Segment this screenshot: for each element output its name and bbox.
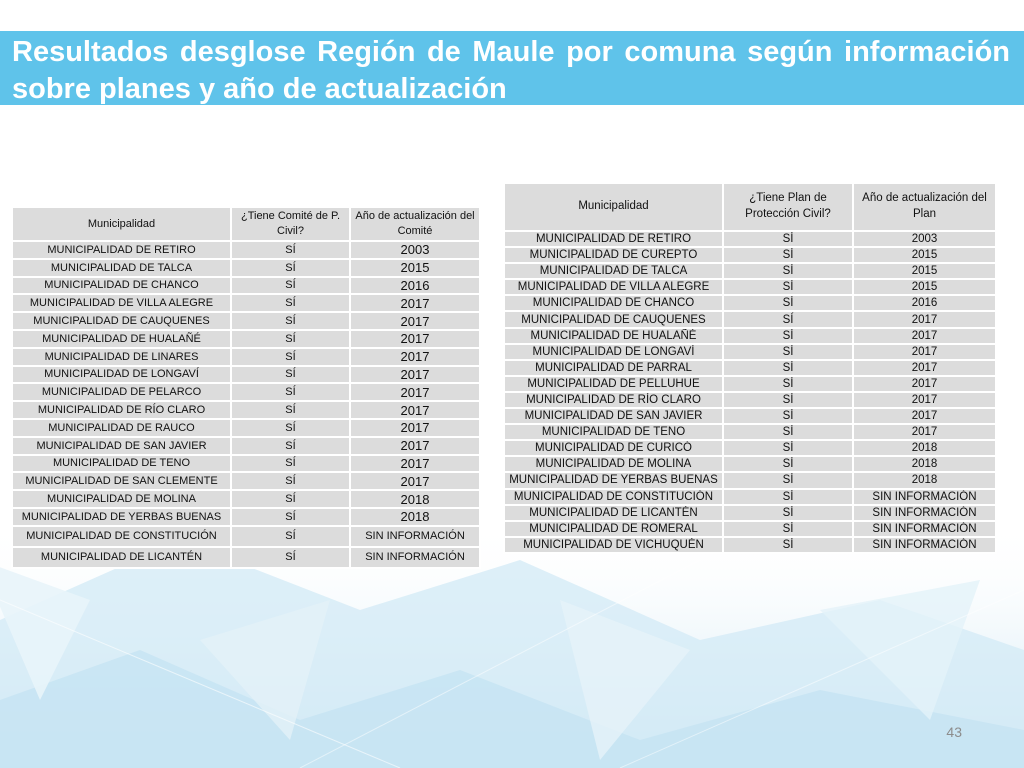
table-row <box>504 279 996 295</box>
municipality-cell: MUNICIPALIDAD DE CURICÓ <box>504 440 723 456</box>
municipality-cell: MUNICIPALIDAD DE RETIRO <box>504 231 723 247</box>
municipality-cell: MUNICIPALIDAD DE HUALAÑÉ <box>504 328 723 344</box>
year-cell: 2015 <box>853 247 996 263</box>
municipality-cell: MUNICIPALIDAD DE ROMERAL <box>504 521 723 537</box>
has-value-cell: SÍ <box>231 366 350 384</box>
table-row <box>504 344 996 360</box>
table-row <box>504 311 996 327</box>
has-value-cell: SÍ <box>231 419 350 437</box>
municipality-cell: MUNICIPALIDAD DE CAUQUENES <box>504 311 723 327</box>
table-row <box>12 294 480 312</box>
table-row <box>12 526 480 547</box>
table-row <box>504 295 996 311</box>
table-row <box>12 312 480 330</box>
year-cell: SIN INFORMACIÓN <box>350 547 480 568</box>
table-row <box>12 277 480 295</box>
table-row <box>12 508 480 526</box>
has-value-cell: SÍ <box>723 360 853 376</box>
year-cell: 2017 <box>853 376 996 392</box>
table-header-row <box>504 183 996 231</box>
table-row <box>504 231 996 247</box>
has-value-cell: SÍ <box>723 408 853 424</box>
comite-table <box>11 206 481 569</box>
year-cell: 2018 <box>350 490 480 508</box>
municipality-cell: MUNICIPALIDAD DE YERBAS BUENAS <box>504 472 723 488</box>
table-row <box>504 537 996 553</box>
municipality-cell: MUNICIPALIDAD DE VICHUQUÉN <box>504 537 723 553</box>
municipality-cell: MUNICIPALIDAD DE CHANCO <box>12 277 231 295</box>
has-value-cell: SÍ <box>231 472 350 490</box>
municipality-cell: MUNICIPALIDAD DE LICANTÉN <box>504 505 723 521</box>
table-row <box>504 392 996 408</box>
municipality-cell: MUNICIPALIDAD DE CAUQUENES <box>12 312 231 330</box>
has-value-cell: SÍ <box>723 344 853 360</box>
year-cell: 2015 <box>853 263 996 279</box>
table-row <box>12 383 480 401</box>
has-value-cell: SÍ <box>231 437 350 455</box>
municipality-cell: MUNICIPALIDAD DE RÍO CLARO <box>504 392 723 408</box>
has-value-cell: SÍ <box>723 505 853 521</box>
table-row <box>504 505 996 521</box>
table-row <box>504 456 996 472</box>
year-cell: 2018 <box>853 456 996 472</box>
table-header-row <box>12 207 480 241</box>
municipality-cell: MUNICIPALIDAD DE TENO <box>504 424 723 440</box>
year-cell: SIN INFORMACIÓN <box>350 526 480 547</box>
column-header: Año de actualización del Plan <box>853 183 996 231</box>
municipality-cell: MUNICIPALIDAD DE RAUCO <box>12 419 231 437</box>
year-cell: 2017 <box>853 392 996 408</box>
table-row <box>504 360 996 376</box>
municipality-cell: MUNICIPALIDAD DE SAN JAVIER <box>504 408 723 424</box>
table-row <box>12 419 480 437</box>
municipality-cell: MUNICIPALIDAD DE CHANCO <box>504 295 723 311</box>
year-cell: 2017 <box>350 455 480 473</box>
year-cell: SIN INFORMACIÓN <box>853 521 996 537</box>
municipality-cell: MUNICIPALIDAD DE CONSTITUCIÓN <box>12 526 231 547</box>
has-value-cell: SÍ <box>723 376 853 392</box>
has-value-cell: SÍ <box>723 263 853 279</box>
municipality-cell: MUNICIPALIDAD DE HUALAÑÉ <box>12 330 231 348</box>
has-value-cell: SÍ <box>723 521 853 537</box>
has-value-cell: SÍ <box>723 440 853 456</box>
municipality-cell: MUNICIPALIDAD DE VILLA ALEGRE <box>12 294 231 312</box>
table-row <box>504 440 996 456</box>
year-cell: 2017 <box>853 344 996 360</box>
year-cell: SIN INFORMACIÓN <box>853 537 996 553</box>
column-header: Municipalidad <box>12 207 231 241</box>
year-cell: 2003 <box>350 241 480 259</box>
year-cell: 2018 <box>853 440 996 456</box>
municipality-cell: MUNICIPALIDAD DE SAN JAVIER <box>12 437 231 455</box>
table-row <box>12 366 480 384</box>
table-row <box>504 424 996 440</box>
municipality-cell: MUNICIPALIDAD DE MOLINA <box>12 490 231 508</box>
has-value-cell: SÍ <box>231 348 350 366</box>
table-row <box>504 328 996 344</box>
year-cell: 2017 <box>350 383 480 401</box>
has-value-cell: SÍ <box>723 328 853 344</box>
has-value-cell: SÍ <box>231 312 350 330</box>
year-cell: 2017 <box>853 311 996 327</box>
table-row <box>504 472 996 488</box>
has-value-cell: SÍ <box>723 424 853 440</box>
year-cell: 2015 <box>350 259 480 277</box>
has-value-cell: SÍ <box>723 279 853 295</box>
municipality-cell: MUNICIPALIDAD DE TALCA <box>504 263 723 279</box>
municipality-cell: MUNICIPALIDAD DE LICANTÉN <box>12 547 231 568</box>
table-row <box>12 259 480 277</box>
page-number: 43 <box>946 724 962 740</box>
municipality-cell: MUNICIPALIDAD DE CUREPTO <box>504 247 723 263</box>
table-row <box>12 472 480 490</box>
year-cell: SIN INFORMACIÓN <box>853 505 996 521</box>
has-value-cell: SÍ <box>723 295 853 311</box>
has-value-cell: SÍ <box>723 472 853 488</box>
year-cell: 2017 <box>853 408 996 424</box>
has-value-cell: SÍ <box>231 490 350 508</box>
municipality-cell: MUNICIPALIDAD DE LONGAVÍ <box>504 344 723 360</box>
year-cell: 2017 <box>853 360 996 376</box>
has-value-cell: SÍ <box>723 537 853 553</box>
table-row <box>12 241 480 259</box>
has-value-cell: SÍ <box>723 311 853 327</box>
year-cell: 2017 <box>350 366 480 384</box>
table-row <box>12 490 480 508</box>
year-cell: 2017 <box>350 472 480 490</box>
year-cell: 2017 <box>350 312 480 330</box>
table-row <box>504 489 996 505</box>
year-cell: 2017 <box>853 328 996 344</box>
year-cell: SIN INFORMACIÓN <box>853 489 996 505</box>
table-row <box>12 547 480 568</box>
municipality-cell: MUNICIPALIDAD DE RETIRO <box>12 241 231 259</box>
has-value-cell: SÍ <box>723 456 853 472</box>
table-row <box>504 408 996 424</box>
has-value-cell: SÍ <box>723 489 853 505</box>
year-cell: 2016 <box>853 295 996 311</box>
table-row <box>504 263 996 279</box>
table-row <box>12 401 480 419</box>
municipality-cell: MUNICIPALIDAD DE PARRAL <box>504 360 723 376</box>
column-header: Año de actualización del Comité <box>350 207 480 241</box>
comite-table-body <box>12 241 480 568</box>
table-row <box>12 348 480 366</box>
municipality-cell: MUNICIPALIDAD DE LONGAVÍ <box>12 366 231 384</box>
table-row <box>504 376 996 392</box>
column-header: ¿Tiene Plan de Protección Civil? <box>723 183 853 231</box>
has-value-cell: SÍ <box>231 401 350 419</box>
year-cell: 2017 <box>350 330 480 348</box>
year-cell: 2017 <box>853 424 996 440</box>
year-cell: 2017 <box>350 419 480 437</box>
municipality-cell: MUNICIPALIDAD DE TALCA <box>12 259 231 277</box>
has-value-cell: SÍ <box>231 294 350 312</box>
year-cell: 2018 <box>853 472 996 488</box>
municipality-cell: MUNICIPALIDAD DE PELARCO <box>12 383 231 401</box>
column-header: Municipalidad <box>504 183 723 231</box>
table-row <box>504 521 996 537</box>
year-cell: 2017 <box>350 294 480 312</box>
year-cell: 2015 <box>853 279 996 295</box>
has-value-cell: SÍ <box>723 247 853 263</box>
table-row <box>504 247 996 263</box>
municipality-cell: MUNICIPALIDAD DE YERBAS BUENAS <box>12 508 231 526</box>
slide-title: Resultados desglose Región de Maule por comuna según información sobre planes y año de actualización <box>12 36 1010 105</box>
municipality-cell: MUNICIPALIDAD DE VILLA ALEGRE <box>504 279 723 295</box>
has-value-cell: SÍ <box>231 277 350 295</box>
year-cell: 2018 <box>350 508 480 526</box>
municipality-cell: MUNICIPALIDAD DE RÍO CLARO <box>12 401 231 419</box>
has-value-cell: SÍ <box>231 547 350 568</box>
has-value-cell: SÍ <box>231 526 350 547</box>
has-value-cell: SÍ <box>231 330 350 348</box>
municipality-cell: MUNICIPALIDAD DE SAN CLEMENTE <box>12 472 231 490</box>
municipality-cell: MUNICIPALIDAD DE LINARES <box>12 348 231 366</box>
year-cell: 2016 <box>350 277 480 295</box>
has-value-cell: SÍ <box>723 231 853 247</box>
has-value-cell: SÍ <box>723 392 853 408</box>
has-value-cell: SÍ <box>231 383 350 401</box>
table-row <box>12 330 480 348</box>
municipality-cell: MUNICIPALIDAD DE PELLUHUE <box>504 376 723 392</box>
municipality-cell: MUNICIPALIDAD DE TENO <box>12 455 231 473</box>
has-value-cell: SÍ <box>231 455 350 473</box>
year-cell: 2017 <box>350 348 480 366</box>
year-cell: 2017 <box>350 401 480 419</box>
table-row <box>12 437 480 455</box>
plan-table-body <box>504 231 996 553</box>
municipality-cell: MUNICIPALIDAD DE MOLINA <box>504 456 723 472</box>
has-value-cell: SÍ <box>231 241 350 259</box>
plan-table <box>503 182 997 554</box>
has-value-cell: SÍ <box>231 508 350 526</box>
municipality-cell: MUNICIPALIDAD DE CONSTITUCIÓN <box>504 489 723 505</box>
table-row <box>12 455 480 473</box>
year-cell: 2003 <box>853 231 996 247</box>
column-header: ¿Tiene Comité de P. Civil? <box>231 207 350 241</box>
year-cell: 2017 <box>350 437 480 455</box>
has-value-cell: SÍ <box>231 259 350 277</box>
